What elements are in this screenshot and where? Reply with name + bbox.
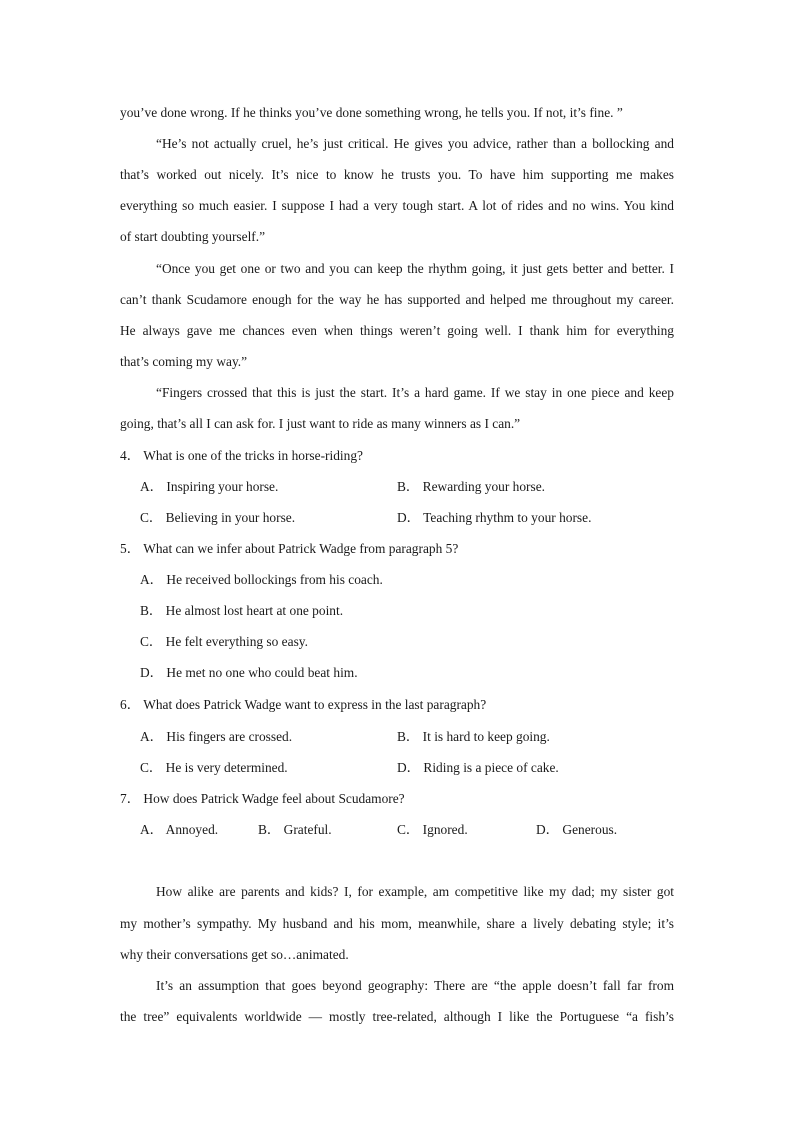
answer-option-c: C． He is very determined. xyxy=(140,760,288,775)
passage1-line: He always gave me chances even when things weren’t going well. I thank him for everything xyxy=(120,323,674,338)
question-stem: 7． How does Patrick Wadge feel about Scudamore? xyxy=(120,791,405,806)
passage1-line: can’t thank Scudamore enough for the way he has supported and helped me throughout my career. xyxy=(120,292,674,307)
question-stem: 4． What is one of the tricks in horse-riding? xyxy=(120,448,363,463)
answer-option-c: C． Ignored. xyxy=(397,822,468,837)
passage1-line: “Once you get one or two and you can keep the rhythm going, it just gets better and better. I xyxy=(156,261,674,276)
question-stem: 6． What does Patrick Wadge want to express in the last paragraph? xyxy=(120,697,487,712)
passage2-line: the tree” equivalents worldwide — mostly tree-related, although I like the Portuguese “a fish’s xyxy=(120,1009,674,1024)
passage2-line: How alike are parents and kids? I, for example, am competitive like my dad; my sister got xyxy=(156,884,674,899)
answer-option-c: C． He felt everything so easy. xyxy=(140,634,308,649)
passage1-line: going, that’s all I can ask for. I just want to ride as many winners as I can.” xyxy=(120,416,521,431)
answer-option-a: A． His fingers are crossed. xyxy=(140,729,293,744)
passage1-line: that’s worked out nicely. It’s nice to know he trusts you. To have him supporting me makes xyxy=(120,167,674,182)
answer-option-b: B． Rewarding your horse. xyxy=(397,479,546,494)
answer-option-d: D． Teaching rhythm to your horse. xyxy=(397,510,592,525)
passage2-line: my mother’s sympathy. My husband and his mom, meanwhile, share a lively debating style; it’s xyxy=(120,916,674,931)
passage2-line: why their conversations get so…animated. xyxy=(120,947,349,962)
answer-option-a: A． Annoyed. xyxy=(140,822,219,837)
answer-option-d: D． Riding is a piece of cake. xyxy=(397,760,559,775)
answer-option-c: C． Believing in your horse. xyxy=(140,510,296,525)
passage1-line: that’s coming my way.” xyxy=(120,354,248,369)
answer-option-b: B． He almost lost heart at one point. xyxy=(140,603,344,618)
answer-option-b: B． It is hard to keep going. xyxy=(397,729,550,744)
answer-option-b: B． Grateful. xyxy=(258,822,332,837)
question-stem: 5． What can we infer about Patrick Wadge from paragraph 5? xyxy=(120,541,459,556)
answer-option-d: D． Generous. xyxy=(536,822,618,837)
answer-option-a: A． He received bollockings from his coach. xyxy=(140,572,383,587)
passage1-line: of start doubting yourself.” xyxy=(120,229,266,244)
answer-option-a: A． Inspiring your horse. xyxy=(140,479,279,494)
passage1-line: “Fingers crossed that this is just the start. It’s a hard game. If we stay in one piece and keep xyxy=(156,385,674,400)
passage1-line: everything so much easier. I suppose I had a very tough start. A lot of rides and no wins. You kind xyxy=(120,198,674,213)
passage1-line: you’ve done wrong. If he thinks you’ve done something wrong, he tells you. If not, it’s fine. ” xyxy=(120,105,623,120)
answer-option-d: D． He met no one who could beat him. xyxy=(140,665,358,680)
passage1-line: “He’s not actually cruel, he’s just critical. He gives you advice, rather than a bollocking and xyxy=(156,136,674,151)
passage2-line: It’s an assumption that goes beyond geography: There are “the apple doesn’t fall far from xyxy=(156,978,674,993)
